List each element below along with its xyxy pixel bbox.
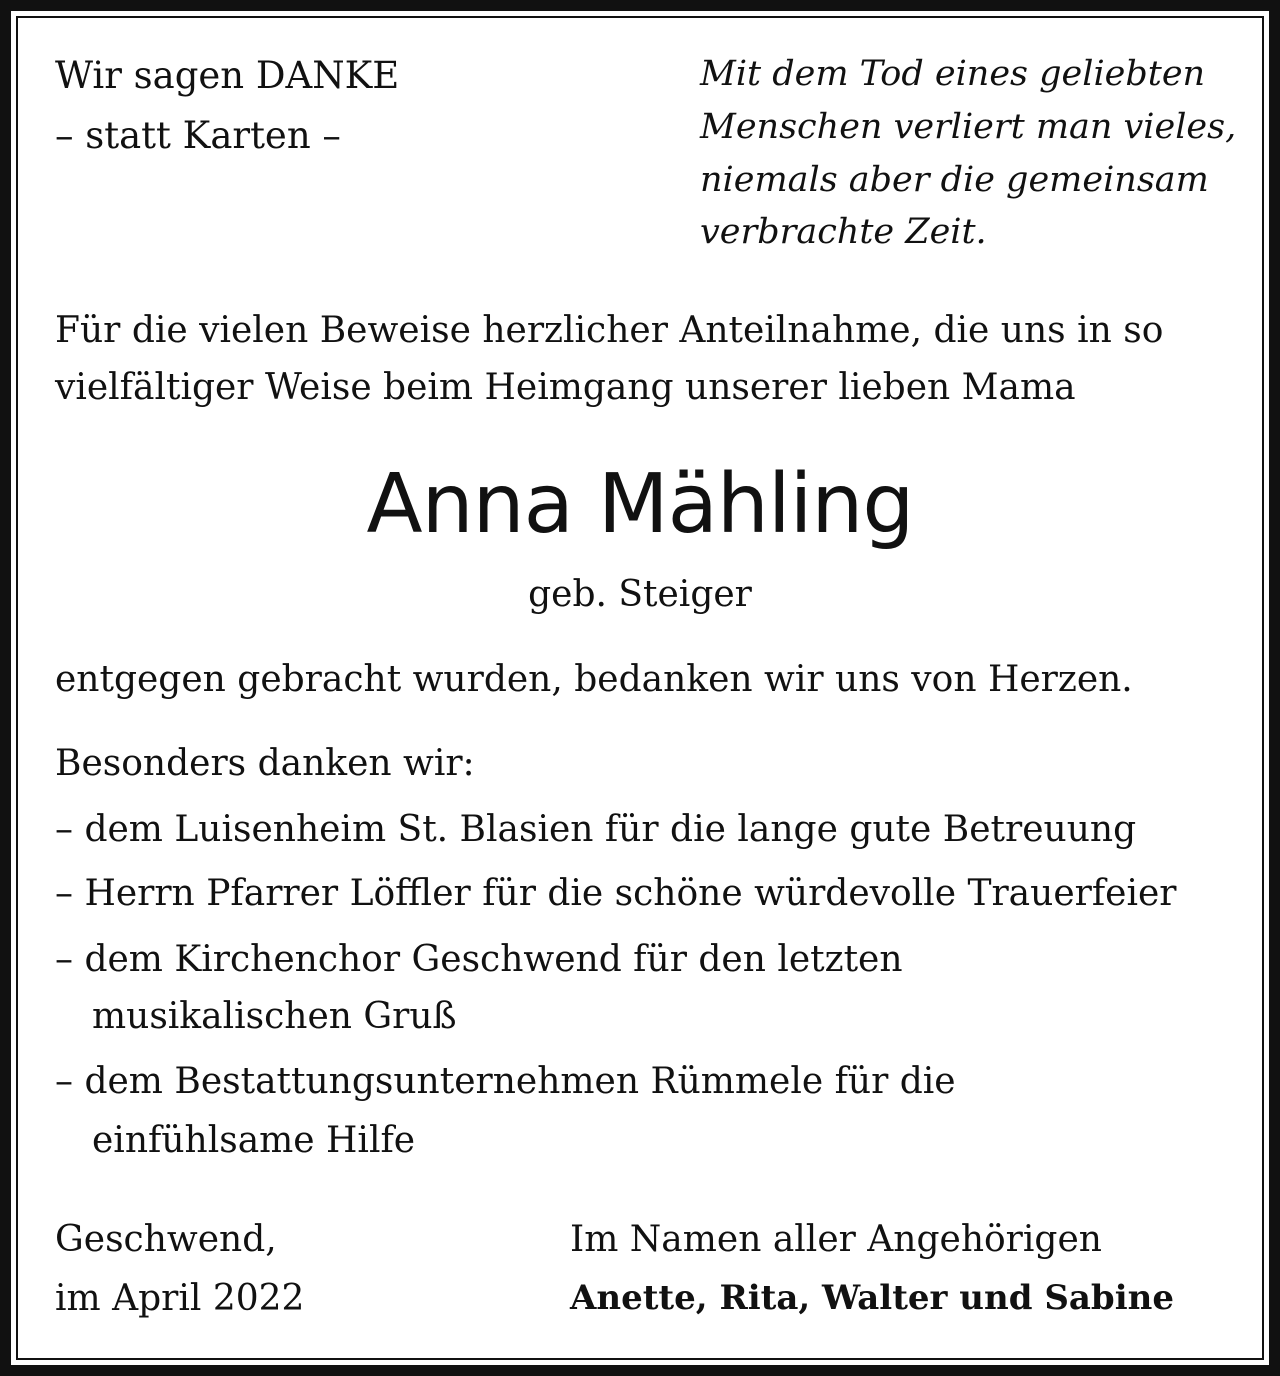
intro-line: vielfältiger Weise beim Heimgang unserer lieben Mama — [55, 367, 1076, 408]
deceased-name: Anna Mähling — [366, 457, 914, 552]
date: im April 2022 — [55, 1278, 305, 1319]
quote-line: Mit dem Tod eines geliebten — [700, 54, 1206, 94]
closing-line: entgegen gebracht wurden, bedanken wir uns von Herzen. — [55, 659, 1133, 700]
place: Geschwend, — [55, 1219, 277, 1260]
quote-line: verbrachte Zeit. — [700, 212, 987, 252]
thanks-title: Wir sagen DANKE — [55, 54, 400, 97]
special-thanks-line: – Herrn Pfarrer Löffler für die schöne würdevolle Trauerfeier — [55, 873, 1177, 914]
special-thanks-line: musikalischen Gruß — [92, 996, 457, 1037]
signatories: Anette, Rita, Walter und Sabine — [570, 1278, 1174, 1318]
special-thanks-line: einfühlsame Hilfe — [92, 1120, 416, 1161]
special-thanks-heading: Besonders danken wir: — [55, 743, 475, 784]
special-thanks-line: – dem Kirchenchor Geschwend für den letzten — [55, 939, 903, 980]
on-behalf: Im Namen aller Angehörigen — [570, 1219, 1102, 1260]
deceased-birth-name: geb. Steiger — [528, 574, 752, 615]
quote-line: Menschen verliert man vieles, — [700, 107, 1237, 147]
special-thanks-line: – dem Bestattungsunternehmen Rümmele für die — [55, 1061, 956, 1102]
intro-line: Für die vielen Beweise herzlicher Anteilnahme, die uns in so — [55, 310, 1164, 351]
thanks-subtitle: – statt Karten – — [55, 114, 341, 157]
special-thanks-line: – dem Luisenheim St. Blasien für die lange gute Betreuung — [55, 809, 1137, 850]
quote-line: niemals aber die gemeinsam — [700, 160, 1209, 200]
